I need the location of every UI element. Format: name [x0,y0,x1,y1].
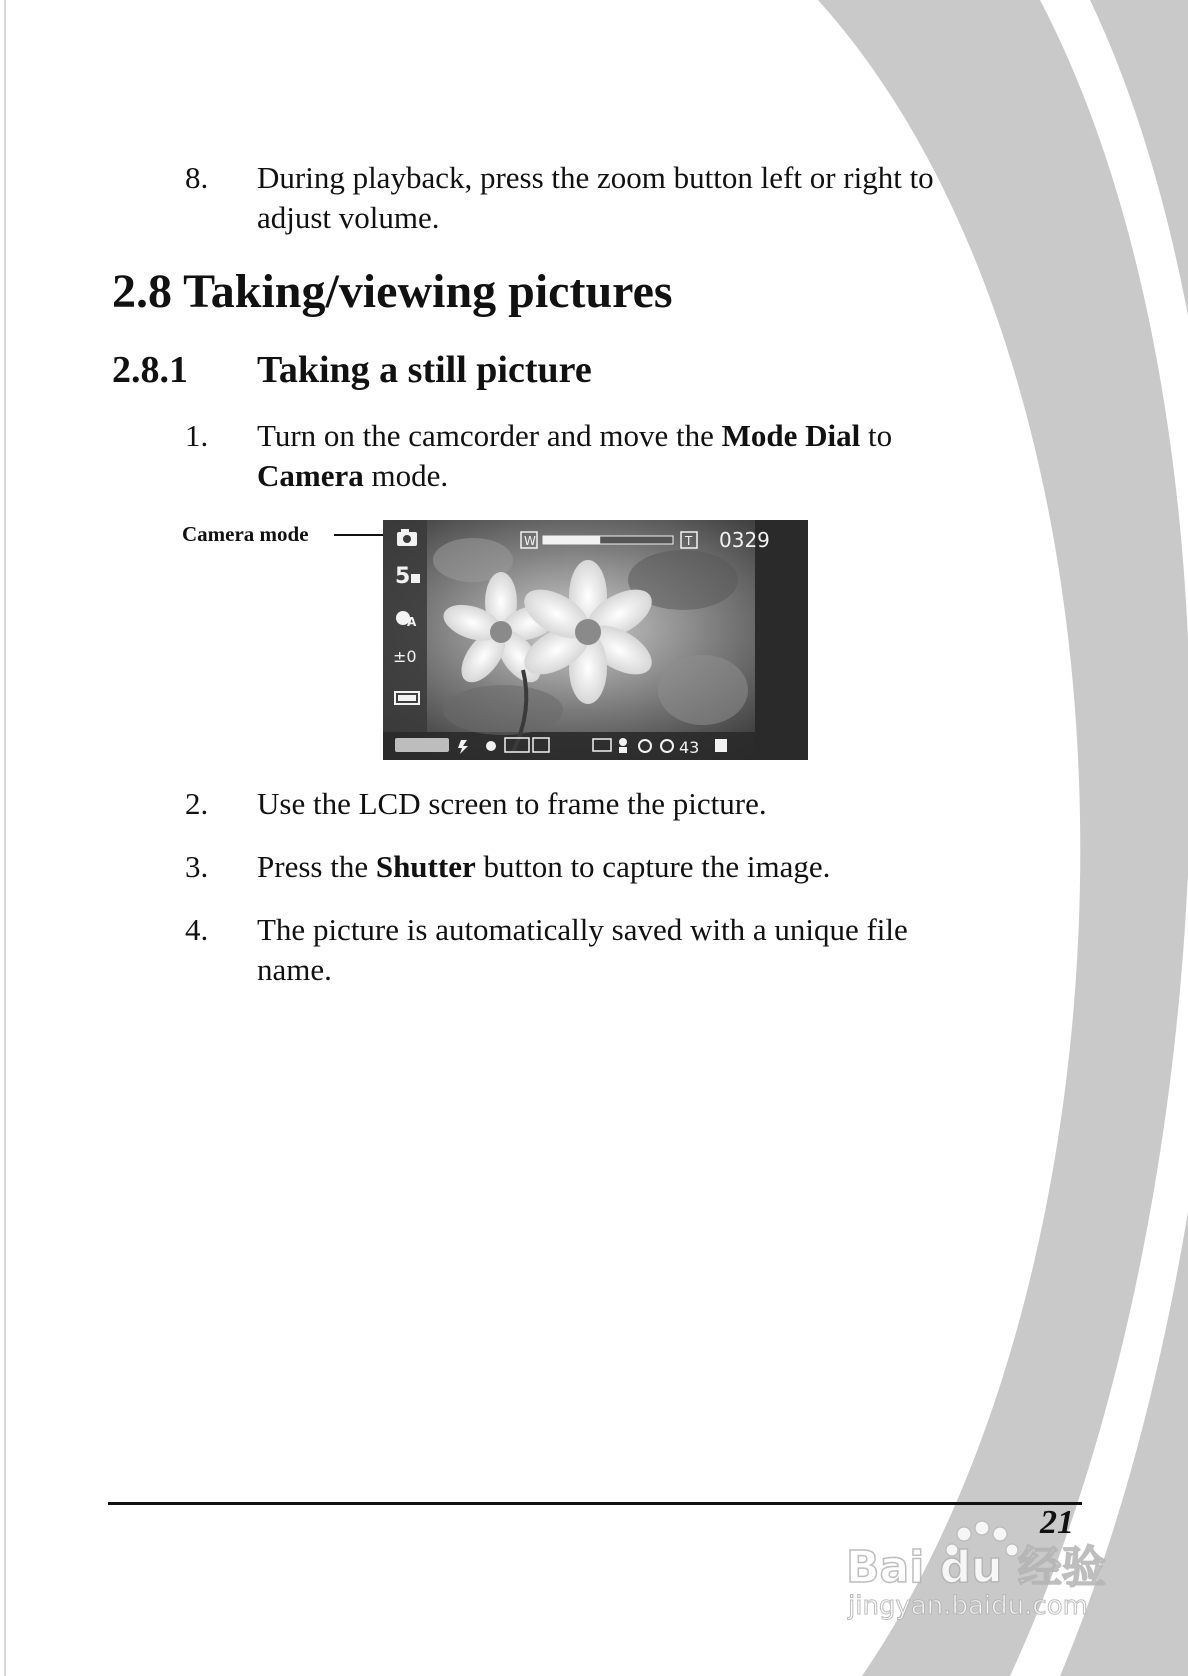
item-text-line: During playback, press the zoom button left or right to [257,160,934,195]
left-status-panel [383,520,427,760]
right-status-panel [755,520,808,760]
person-icon [619,738,627,746]
footer-rule [108,1502,1082,1505]
item-number: 3. [185,849,209,884]
item-text [257,910,908,990]
list-item [185,784,1085,824]
item-text: Use the LCD screen to frame the picture. [257,786,767,821]
mode-indicator-icon [395,738,449,752]
camera-mode-callout: Camera mode [182,522,309,546]
resolution-indicator: 5 [395,564,411,589]
item-text [257,158,934,238]
text-run: button to capture the image. [475,849,831,884]
subsection-title: Taking a still picture [257,349,592,391]
page-number: 21 [1040,1504,1074,1541]
scene-icon [486,741,496,751]
baidu-watermark [842,1520,1122,1620]
subsection-number: 2.8.1 [112,349,188,391]
lcd-screen-svg [383,520,808,760]
text-run: mode. [363,458,449,493]
item-number: 8. [185,160,209,195]
list-item [185,910,1085,990]
item-number: 4. [185,912,209,947]
item-text-line: adjust volume. [257,200,440,235]
item-text [257,847,830,887]
list-item [185,847,1085,887]
watermark-brand: Bai du 经验 [846,1542,1106,1593]
shots-remaining: 0329 [719,528,770,552]
text-run: Turn on the camcorder and move the [257,418,722,453]
resolution-bars-icon [411,574,420,583]
item-number: 2. [185,786,209,821]
list-item [185,158,1085,238]
memory-card-icon [715,739,727,752]
text-run-bold: Shutter [375,849,476,884]
item-text [257,416,892,496]
watermark-url: jingyan.baidu.com [848,1591,1088,1620]
text-run: to [860,418,893,453]
zoom-tele-label: T [685,534,693,548]
item-text-line: The picture is automatically saved with a unique file [257,912,908,947]
list-item [185,416,1085,496]
lcd-screen-image [383,520,808,760]
item-number: 1. [185,418,209,453]
svg-text:A: A [407,615,417,629]
zoom-level-fill [543,536,600,544]
text-run-bold: Camera [257,458,364,493]
item-text-line: name. [257,952,332,987]
section-heading: 2.8 Taking/viewing pictures [112,265,673,318]
text-run-bold: Mode Dial [721,418,861,453]
zoom-wide-label: W [524,534,536,548]
text-run: Press the [257,849,376,884]
bottom-counter: 43 [679,738,700,757]
exposure-value: ±0 [393,647,417,666]
